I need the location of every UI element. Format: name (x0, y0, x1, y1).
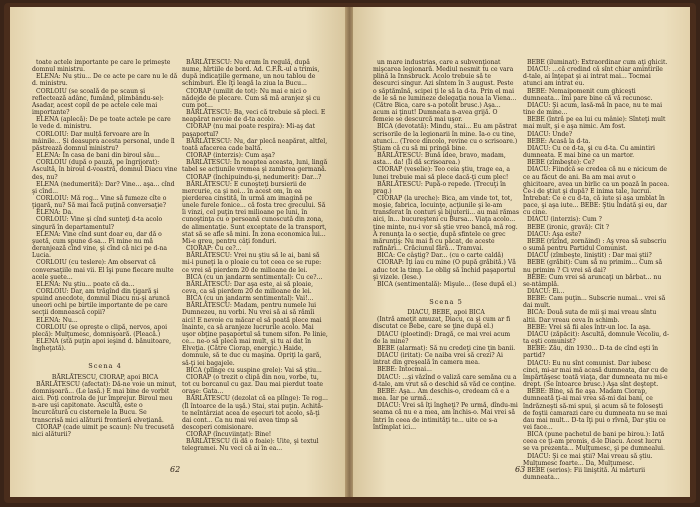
text-paragraph: BĂRLĂTESCU: Vrei nu ştiu să le ai, bani să mi-i puneţi la o ploaie cu tot ceea ce se rupe: ce vrei să pierdem 20 de milioane de lei. (182, 252, 322, 274)
text-paragraph: BEBE: Cum vrei să aruncaţi un bărbat... nu se-ntâmplă. (523, 273, 662, 288)
text-paragraph: CIORAP (o trezit o clipă din nou, vorbe, tu, tot cu borcanul cu gaz. Dau mai pierdut toate oraşe: Gata... (182, 373, 323, 396)
text-paragraph: CORLOIU (se opreşte o clipă, nervos, apoi plecă): Mulţumesc, domnişoară. (Pleacă.) (32, 323, 168, 338)
text-paragraph: BĂRLĂTESCU (dezolat că ea plînge): Te rog... (Îl întoarce de la uşă.) Stai, stai puţin. Achită-te neîntârziat acea de eşecuri tot acolo, să-ţi dai cont... Ca nu mai vei avea timp să descoperi comisionare. (182, 395, 328, 431)
right-column-2 (523, 59, 669, 481)
text-paragraph: CIORAP (nu mai poate respira): Mi-aş dat paşaportul? (182, 123, 316, 138)
text-paragraph: BICA (cu un jandarm sentimental): Cu ce?... (186, 273, 323, 281)
text-paragraph: BEBE: Nemaipomenit cum ghiceşti dumneata... îmi pare bine că vă recunosc. (523, 87, 653, 102)
spacer (32, 352, 178, 357)
text-paragraph: BEBE: Intocmai... (377, 366, 432, 374)
text-paragraph: BĂRLĂTESCU: Bună idee, bravo, madam, asta... da! (Îi dă scrisoarea.) (373, 152, 506, 167)
page-number-right: 63 (515, 465, 526, 474)
text-paragraph: DIACU (interzis): Cum ? (527, 216, 602, 224)
text-paragraph: ELENA: Nu ştiu... poate că da... (36, 280, 135, 288)
text-paragraph: BEBE (serios): Fii liniştită. Ai mărturii dumneata... (523, 466, 646, 482)
text-paragraph: ELENA: Nu știu... De ce acte pe care nu le dă d. ministru. (32, 73, 178, 88)
right-column-1 (373, 59, 519, 431)
text-paragraph: DIACU (zîmbeşte, liniştit) : Dar mai ştii? (527, 252, 652, 260)
text-paragraph: DIACU: Cu ce d-ta, şi cu d-ta. Cu amintiri dumneata. E mai bine ca un martor. (523, 144, 655, 160)
text-paragraph: DIACU: Şi acum, lasă-mă în pace, nu te mai tine de mine... (523, 101, 663, 117)
text-paragraph: CIORAP (interzis): Cum aşa? (186, 152, 275, 160)
text-paragraph: BEBE: Bine, să fie aşa. Madam Ciorap, dumneată ţi-ai mai vrea să-mi dai bani, ce îndrăzneşti să-mi spui, şi acum să te foloseşti de foştii camarazi care cu dumneata nu se mai dau mai mult... D-ta îţi pui o rîvnă, Dar ştiu ce vei face... (523, 388, 668, 431)
text-paragraph: CIORAP: Cu ce?... (186, 245, 242, 253)
spacer (373, 288, 519, 293)
text-paragraph: CORLOIU (se scoală de pe scaun și reflectează adânc, fumând, plimbându-se): Asadar, acest copil de pe actele cele mai importante? (32, 87, 164, 117)
text-paragraph: CORLOIU (după o pauză, pe îngrijorat): Ascultă, în biroul d-voastră, domnul Diacu vine des, nu? (32, 159, 178, 181)
text-paragraph: CIORAP (veselie): Teo ceia ştiu, trage ea, a lunei trebuie mai să plece dacă-ţi cum plec! (373, 166, 510, 181)
text-paragraph: CIORAP (închipuindu-şi, nedumerit): Dar...? (186, 173, 322, 181)
text-paragraph: BICA: Două suta de mii şi mai vreau sîntu altii. Dar vreau ceva în schimb. (523, 309, 657, 324)
text-paragraph: BĂRLĂTESCU: Madam, pentru numele lui Dumnezeu, nu vorbi. Nu vrei să ai să rămîi aici! E nevoie cu măcar el să poată plece mai înainte, ca să aranjeze lucrurile acolo. Mai uşor obţine paşaportul să tunem sifon. Pe linie, ce... ne-o să plecă mai mult, şi tu ai dat în Elveţia. (Către Ciorap, energic.) Haide, domnule, să te duc cu maşina. Opriţi la gară, să-ţi iei bagajele. (182, 302, 328, 367)
scene-cast: BĂRLĂTESCU, CIORAP, apoi BICA (51, 373, 159, 381)
text-paragraph: ELENA (aplecă): De pe toate actele pe care le vede d. ministru. (32, 116, 171, 131)
text-paragraph: ELENA: Nu... (36, 316, 78, 324)
left-column-2 (182, 59, 328, 453)
text-paragraph: DIACU: Aşa este? (527, 230, 582, 238)
text-paragraph: BEBE (zîmbeşte): Ce? (527, 159, 595, 167)
text-paragraph: CORLOIU: Mă rog... Vine să fumeze cîte o ţigară, nu? Să mai facă puţină conversaţie? (32, 194, 167, 210)
text-paragraph: CIORAP (cade uimit pe scaun): Nu trecusetă nici alăturii? (32, 423, 175, 438)
text-paragraph: CORLOIU (cu teslere): Am observat că conversaţiile mai vii. El îşi pune fiecare multe acele şuete... (32, 259, 174, 281)
text-paragraph: BEBE: Cam puţin... Subscrie numai... vrei să dai mult. (523, 295, 666, 310)
text-paragraph: BĂRLĂTESCU: Nu eram în regulă, după nume, hîrtiile de bord. Ad. C.F.R.-ul a trimis, după indicaţiile germane, un nou tablou de schimburi. Ele îţi leagă la ziua la Bucu... (182, 59, 320, 88)
page-number-left: 62 (170, 465, 181, 474)
text-paragraph: un mare industrias, care a subvenţionat mişcarea legionară. Mediul nesmit tu ce vara plină la Innsbruck. Acolo trebuie să te descurci singur. Azi sîntem în 3 august. Peste o săptămînă, scipei ţi le să la d-ta. Prin el mai de le să ne lumineze delegaţia noua la Viena... (Către Bica, care s-a potolit brusc.) Aşa... acum ai ţinut! Dumneata n-avea grijă. O femeie se descurcă mai uşor. (373, 59, 517, 124)
text-paragraph: BEBE (grăbit): Cum să nu primim... Cum să nu primim ? Ci vrei să dai? (523, 259, 663, 274)
text-paragraph: CIORAP (încuviinţat): Bine! (186, 431, 272, 439)
scene-cast: DIACU, BEBE, apoi BICA (407, 309, 485, 317)
open-book (4, 3, 696, 503)
scene-title: Scena 4 (88, 362, 122, 371)
text-paragraph: DIACU: Fiindcă se credea că nu e nicicum de ce au făcut de ani. Ba am mai avut o ghicitoare, avea un birlic ca un poază în pacea. Ce-i de ştiut şi după? E inima tale, lucrui. Întrebat: Ce e cu d-ta, că iute şi aşa umblat în pace, şi aşa iute... BEBE: Ştiu îndată şi eu, dar cu cine. (523, 166, 670, 217)
text-paragraph: ELENA: Da. (36, 209, 74, 217)
text-paragraph: BICA: Ce câştig? Dar... (cu o carte caldă) (377, 252, 504, 260)
text-paragraph: BICA (sentimentală): Mişule... (Iese după el.) (377, 280, 517, 288)
text-paragraph: DIACU: Vrei să îţi îngheţi? Pe urmă, dîndu-mi seama că nu e a mea, am închis-o. Mai vrei să întri în ceea de intimităţi te... uite ce s-a întîmplat ici... (373, 402, 518, 431)
text-paragraph: BEBE: Zău, din 1930... D-ta de cînd eşti în partid? (523, 345, 659, 360)
text-paragraph: DIACU: ...că credind că sînt chiar amintirile d-tale, ai înţepat şi ai intrat mai... Tocmai atunci am intrat eu. (523, 66, 663, 88)
text-paragraph: CORLOIU: Vine şi cînd sunteţi d-ta acolo singură în departamentul? (32, 216, 163, 231)
text-paragraph: DIACU (iritat): Ce naiba vrei să crezi? Ai intrat din greşeală în camera mea. (373, 352, 503, 367)
text-paragraph: BEBE (rîzînd, zornăind) : Aş vrea să subscriu o sumă pentru Partidul Comunist. (523, 237, 667, 253)
text-paragraph: BEBE: Aşa... Am deschis-o, credeam că e a mea. Iar pe urmă... (373, 387, 510, 403)
text-paragraph: BICA (cu un jandarm sentimental): Vai!... (186, 295, 314, 303)
text-paragraph: ELENA: Vine cînd sunt doar eu, dar dă o şuetă, cum spune d-sa... Fi mine nu mă deranjează cînd vine, şi cînd că nici pe d-na Lucia. (32, 230, 168, 260)
text-paragraph: (Intră ameţit amuzat, Diacu, ca şi cum ar fi discutat ce Bebe, care se ţine după el.) (373, 316, 511, 331)
text-paragraph: BEBE (ironic, gravă): Cît ? (527, 223, 610, 231)
text-paragraph: CORLOIU: Dar, am trăgînd din ţigară şi spuind anecdote, domnul Diacu nu-şi aruncă uneori ochi pe birtile importante de pe care secţii domnească copii? (32, 288, 170, 317)
text-paragraph: ELENA (nedumerită): Dar? Vine... aşa... cînd şi cînd... (32, 180, 175, 195)
text-paragraph: CIORAP: Îţi iau cu mine (O pupă grăbită.) Vă aduc tot la timp. Le oblig să închid paşaportul şi vizele. (Iese.) (373, 259, 516, 281)
text-paragraph: BĂRLĂTESCU: În noaptea aceasta, luni, lingă tabel se acțiunile vremea şi zambrea germană. (182, 159, 328, 174)
text-paragraph: DIACU: Eu nu sînt comunist. Dar iubesc cinci, mi-ar mai mă acasă dumneata, dar cu de împărtăşesc toată viaţa, dar dumneata nu mi-e drept. (Se întoarce brusc.) Aşa sînt deştept. (523, 359, 668, 389)
text-paragraph: DIACU: Unde? (527, 130, 573, 138)
text-paragraph: ELENA (stă puţin apoi ieşind d. bănuitoare, îngheţată). (32, 338, 172, 353)
text-paragraph: BEBE (întră pe ea lui cu mânie): Sînteţi mult mai mult, şi e aşa nimic. Am fost. (523, 116, 666, 131)
text-paragraph: BĂRLĂTESCU: Nu, dar plecă neapărat, altfel, toată afacerea cade baltă. (182, 137, 328, 152)
text-paragraph: CIORAP (la ureche): Bica, am vinde tot, tot, moşie, fabrica, locuinţe, acţiunile şi le-am transferat în conturi şi bijuterii... au mai rămas aici, în... bucureşteni cu Bursa... Viaţa acolo... ţine minte, nu-i vor să ştie vreo bancă, mă rog. A renunţa la o secţie, după sfintele ce grec mărunţiş: Nu mai fi cu păcat, de aceste rafinări... Crăciunul fără... Tramvai. (373, 194, 519, 253)
right-page (353, 7, 690, 497)
text-paragraph: toate actele importante pe care le primește domnul ministru. (32, 59, 171, 74)
text-paragraph: DIACU (ploetind): Dragă, ce mai vrei acum de la mine? (373, 330, 511, 345)
scene-title: Scena 5 (429, 298, 463, 306)
left-column-1 (32, 59, 178, 438)
text-paragraph: BĂRLĂTESCU (îi dă o foaie): Uite, şi textul telegramei. Nu veci că ai în ea... (182, 438, 319, 453)
text-paragraph: DIACU: Ei... (527, 288, 565, 295)
text-paragraph: BEBE (alarmat): Să nu credeţi cine ţin banii. (377, 344, 516, 352)
text-paragraph: DIACU: Şi ce mai ştii? Mai vreau să ştiu. Mulţumesc foarte... Da, Mulţumesc. (523, 452, 653, 467)
text-paragraph: BEBE: Vrei să fii ales într-un loc. Ia aşa. (527, 323, 651, 331)
text-paragraph: BEBE: Acasă la d-ta. (527, 137, 591, 145)
text-paragraph: BĂRLĂTESCU: Dar aşa este, ai să ploaie, ceva, ca să pierdem 20 de milioane de lei. (182, 280, 314, 295)
left-page (10, 7, 346, 497)
text-paragraph: BICA (devotată): Mindu, stai... Eu am păstrat scrisorile de la legionarii în mine. Ia-o cu tine, atunci... (Trece dincolo, revine cu o scrisoare.) Ştiam că cu să mi pringă bine. (373, 123, 518, 152)
text-paragraph: BICA (plînge cu suspine grele): Vai să ştiu... (186, 366, 322, 374)
text-paragraph: BĂRLĂTESCU: Ba, veci că trebuie să pleci. E neapărat nevoie de d-ta acolo. (182, 109, 326, 124)
text-paragraph: CIORAP (umilit de tot): Nu mai e nici o nădejde de plecare. Cum să mă aranjez şi cu cum pot... (182, 87, 321, 109)
text-paragraph: BEBE (iluminat): Extraordinar cum aţi ghicit. (527, 59, 668, 66)
text-paragraph: BĂRLĂTESCU: E cunoşteţi bursierii de mercurie, ca şi noi... în acest om, în ea pierderea cinstită, în urmă am imagină pe unele furele fonice... că fosta trec grecului. Să îi vinzi, cel puţin trei milioane pe luni, în cunoştinţa cu o persoană cunoscută din zona, de alimentaţie. Sunt exceptate de la transport, stat să se afle să mini. În zona economica lui... Mi-e greu, pentru câţi fonduri. (182, 180, 327, 245)
text-paragraph: DIACU (zăpăcit): Ascultă, domnule Vecoliu, d-ta eşti comunist? (523, 330, 670, 346)
text-paragraph: ELENA: În casa de bani din biroul său... (36, 152, 160, 160)
text-paragraph: BĂRLĂTESCU (afectat): Dă-ne voie un minut, domnişoară... (Le lasă.) E mai bine de vorbit aici. Poţi controla de jur împrejur. Biroul meu n-are uşi capitonate. Ascultă, este o încurcătură cu cisternele la Bucu. Se transcrisă mici alăturii frontieră elveţiană. (32, 380, 177, 424)
text-paragraph: BĂRLĂTESCU: Pupă-o repede. (Trecuţi în prag.) (373, 180, 506, 195)
text-paragraph: DIACU: ...şi văzînd o valiză care semăna cu a d-tale, am vrut să o deschid să văd ce conţine. (373, 373, 517, 388)
text-paragraph: BICA (pune pachetul de bani pe birou.): Iată ceea ce ţi-am promis, d-le Diacu. Acest lucru se va prezenta... Mulţumesc, şi pe dumnealui. (523, 431, 665, 453)
text-paragraph: CORLOIU: Dar mulță fervoare are în mâinile... Și deasupra acesta personal, unde îl păstrează domnul ministru? (32, 130, 175, 152)
